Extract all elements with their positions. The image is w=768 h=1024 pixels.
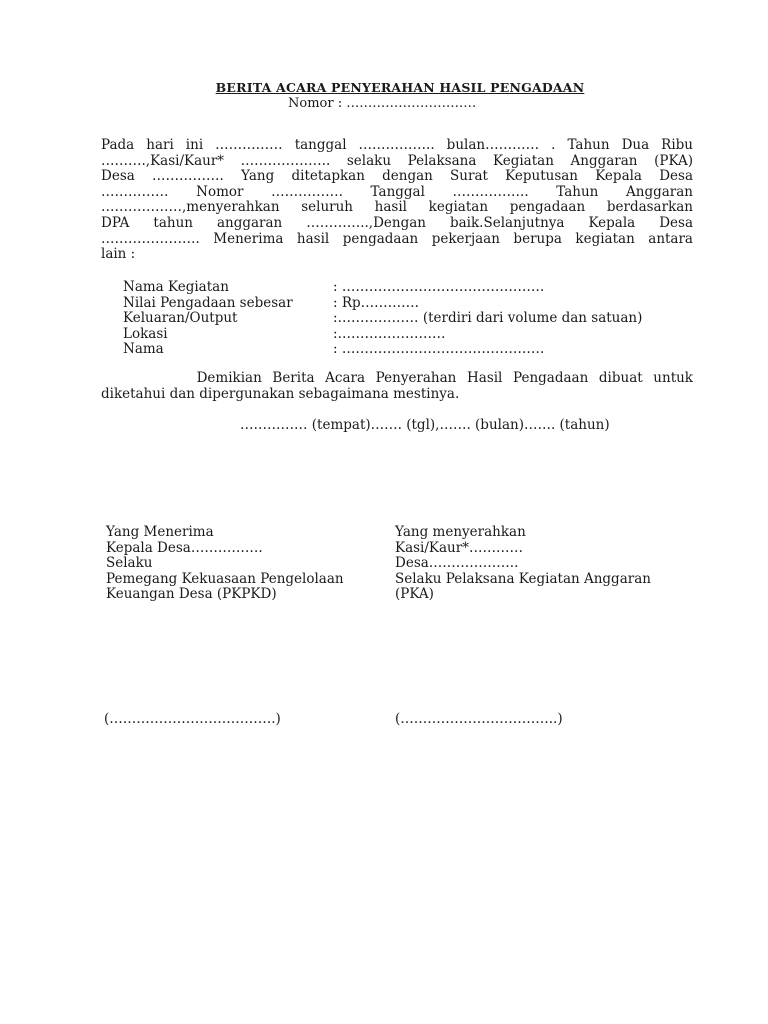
detail-value: : Rp…………. xyxy=(333,294,419,311)
detail-label: Nilai Pengadaan sebesar xyxy=(123,294,293,311)
detail-value: : ……………………………………… xyxy=(333,341,545,357)
paragraph-line: ……….,Kasi/Kaur* ……………….. selaku Pelaksana Kegiatan Anggaran (PKA) xyxy=(101,152,693,169)
paragraph-line: …………………. Menerima hasil pengadaan pekerjaan berupa kegiatan antara xyxy=(101,230,693,247)
paragraph-line: Demikian Berita Acara Penyerahan Hasil Pengadaan dibuat untuk xyxy=(101,370,693,386)
detail-label: Nama xyxy=(123,341,164,357)
receiver-signature-block xyxy=(106,525,344,603)
detail-value: : ……………………………………… xyxy=(333,279,545,295)
giver-line: (PKA) xyxy=(395,586,434,603)
paragraph-line: …………… Nomor ……………. Tanggal …………….. Tahun Anggaran xyxy=(101,183,693,200)
receiver-name-line: (……………………………….) xyxy=(104,711,281,727)
giver-line: Yang menyerahkan xyxy=(395,524,526,540)
detail-value: :……………… (terdiri dari volume dan satuan) xyxy=(333,310,643,326)
paragraph-line: ………………,menyerahkan seluruh hasil kegiatan pengadaan berdasarkan xyxy=(101,199,693,216)
receiver-line: Pemegang Kekuasaan Pengelolaan xyxy=(106,570,344,587)
receiver-line: Selaku xyxy=(106,555,153,572)
paragraph-line: DPA tahun anggaran …………..,Dengan baik.Selanjutnya Kepala Desa xyxy=(101,214,693,231)
closing-paragraph xyxy=(101,371,693,402)
paragraph-line: Desa ……………. Yang ditetapkan dengan Surat Keputusan Kepala Desa xyxy=(101,168,693,185)
receiver-line: Yang Menerima xyxy=(106,524,214,540)
detail-label: Lokasi xyxy=(123,325,168,342)
detail-label: Keluaran/Output xyxy=(123,310,238,326)
paragraph-line: lain : xyxy=(101,246,136,263)
place-date-line: …………… (tempat)……. (tgl),……. (bulan)……. (tahun) xyxy=(240,417,610,433)
paragraph-line: diketahui dan dipergunakan sebagaimana mestinya. xyxy=(101,385,460,402)
detail-value: :…………………… xyxy=(333,325,446,342)
giver-line: Desa……………….. xyxy=(395,555,519,572)
detail-label: Nama Kegiatan xyxy=(123,279,229,295)
receiver-line: Keuangan Desa (PKPKD) xyxy=(106,586,277,603)
giver-name-line: (……………………………..) xyxy=(395,711,563,727)
giver-line: Kasi/Kaur*………… xyxy=(395,539,523,556)
document-title: BERITA ACARA PENYERAHAN HASIL PENGADAAN xyxy=(215,80,585,95)
paragraph-line: Pada hari ini …………… tanggal …………….. bulan………… . Tahun Dua Ribu xyxy=(101,137,693,153)
receiver-line: Kepala Desa……………. xyxy=(106,539,263,556)
opening-paragraph xyxy=(101,138,693,263)
giver-line: Selaku Pelaksana Kegiatan Anggaran xyxy=(395,570,651,587)
giver-signature-block xyxy=(395,525,651,603)
document-number: Nomor : ………………………… xyxy=(288,96,477,111)
